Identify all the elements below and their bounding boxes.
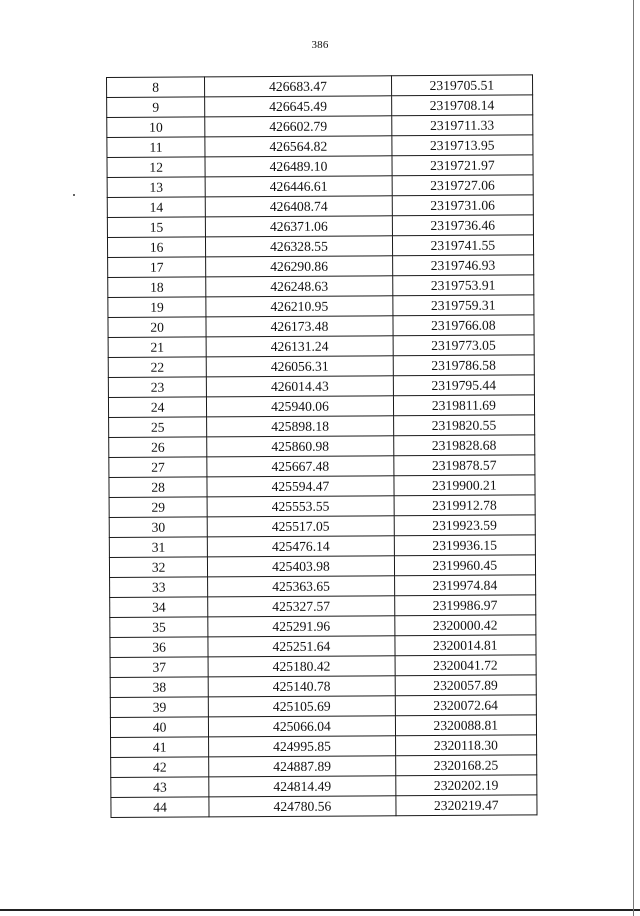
- y-coordinate-cell: 2319923.59: [394, 515, 535, 536]
- point-number-cell: 33: [110, 577, 208, 598]
- y-coordinate-cell: 2320118.30: [395, 735, 536, 756]
- x-coordinate-cell: 426210.95: [206, 296, 393, 317]
- x-coordinate-cell: 425291.96: [208, 616, 395, 637]
- y-coordinate-cell: 2319900.21: [394, 475, 535, 496]
- table-row: [108, 275, 534, 298]
- point-number-cell: 22: [108, 357, 206, 378]
- y-coordinate-cell: 2319795.44: [393, 375, 534, 396]
- table-row: [111, 775, 537, 798]
- coordinate-table: [106, 74, 538, 818]
- table-row: [107, 95, 533, 118]
- point-number-cell: 16: [107, 237, 205, 258]
- x-coordinate-cell: 426328.55: [206, 236, 393, 257]
- point-number-cell: 29: [109, 497, 207, 518]
- table-row: [109, 435, 535, 458]
- x-coordinate-cell: 426408.74: [205, 196, 392, 217]
- y-coordinate-cell: 2319753.91: [392, 275, 533, 296]
- y-coordinate-cell: 2319705.51: [391, 75, 532, 96]
- x-coordinate-cell: 425594.47: [207, 476, 394, 497]
- x-coordinate-cell: 426371.06: [206, 216, 393, 237]
- x-coordinate-cell: 425180.42: [208, 656, 395, 677]
- table-row: [109, 535, 535, 558]
- y-coordinate-cell: 2320000.42: [394, 615, 535, 636]
- x-coordinate-cell: 426248.63: [206, 276, 393, 297]
- point-number-cell: 37: [110, 657, 208, 678]
- x-coordinate-cell: 425940.06: [207, 396, 394, 417]
- y-coordinate-cell: 2319759.31: [392, 295, 533, 316]
- table-row: [108, 335, 534, 358]
- coordinate-table-body: [107, 75, 538, 818]
- y-coordinate-cell: 2320057.89: [395, 675, 536, 696]
- y-coordinate-cell: 2320014.81: [395, 635, 536, 656]
- point-number-cell: 15: [107, 217, 205, 238]
- y-coordinate-cell: 2319746.93: [392, 255, 533, 276]
- table-row: [110, 575, 536, 598]
- y-coordinate-cell: 2320088.81: [395, 715, 536, 736]
- table-row: [108, 295, 534, 318]
- table-row: [107, 215, 533, 238]
- point-number-cell: 30: [109, 517, 207, 538]
- point-number-cell: 32: [109, 557, 207, 578]
- x-coordinate-cell: 425140.78: [208, 676, 395, 697]
- point-number-cell: 8: [107, 77, 205, 98]
- scan-right-edge: [633, 0, 634, 916]
- y-coordinate-cell: 2319736.46: [392, 215, 533, 236]
- point-number-cell: 17: [108, 257, 206, 278]
- point-number-cell: 27: [109, 457, 207, 478]
- table-row: [111, 735, 537, 758]
- table-row: [111, 755, 537, 778]
- table-row: [110, 615, 536, 638]
- table-row: [110, 655, 536, 678]
- point-number-cell: 43: [111, 777, 209, 798]
- y-coordinate-cell: 2319731.06: [392, 195, 533, 216]
- x-coordinate-cell: 425898.18: [207, 416, 394, 437]
- x-coordinate-cell: 425667.48: [207, 456, 394, 477]
- y-coordinate-cell: 2319878.57: [393, 455, 534, 476]
- y-coordinate-cell: 2320202.19: [395, 775, 536, 796]
- x-coordinate-cell: 424814.49: [209, 776, 396, 797]
- x-coordinate-cell: 425553.55: [207, 496, 394, 517]
- table-row: [107, 235, 533, 258]
- table-row: [109, 555, 535, 578]
- page-number: 386: [311, 39, 329, 51]
- point-number-cell: 20: [108, 317, 206, 338]
- point-number-cell: 39: [110, 697, 208, 718]
- y-coordinate-cell: 2319711.33: [391, 115, 532, 136]
- table-row: [109, 455, 535, 478]
- point-number-cell: 41: [111, 737, 209, 758]
- table-row: [107, 115, 533, 138]
- table-row: [107, 155, 533, 178]
- x-coordinate-cell: 425251.64: [208, 636, 395, 657]
- y-coordinate-cell: 2319820.55: [393, 415, 534, 436]
- x-coordinate-cell: 426290.86: [206, 256, 393, 277]
- point-number-cell: 21: [108, 337, 206, 358]
- table-row: [107, 75, 533, 98]
- point-number-cell: 28: [109, 477, 207, 498]
- x-coordinate-cell: 426173.48: [206, 316, 393, 337]
- y-coordinate-cell: 2319721.97: [392, 155, 533, 176]
- x-coordinate-cell: 424995.85: [209, 736, 396, 757]
- table-row: [109, 495, 535, 518]
- point-number-cell: 25: [109, 417, 207, 438]
- x-coordinate-cell: 425476.14: [208, 536, 395, 557]
- x-coordinate-cell: 426645.49: [205, 96, 392, 117]
- y-coordinate-cell: 2319773.05: [393, 335, 534, 356]
- point-number-cell: 38: [110, 677, 208, 698]
- point-number-cell: 11: [107, 137, 205, 158]
- table-row: [108, 395, 534, 418]
- scan-speck: [73, 194, 75, 196]
- y-coordinate-cell: 2319960.45: [394, 555, 535, 576]
- y-coordinate-cell: 2319936.15: [394, 535, 535, 556]
- x-coordinate-cell: 425363.65: [208, 576, 395, 597]
- table-row: [110, 695, 536, 718]
- point-number-cell: 31: [109, 537, 207, 558]
- x-coordinate-cell: 426602.79: [205, 116, 392, 137]
- point-number-cell: 9: [107, 97, 205, 118]
- y-coordinate-cell: 2320072.64: [395, 695, 536, 716]
- table-row: [109, 415, 535, 438]
- point-number-cell: 34: [110, 597, 208, 618]
- x-coordinate-cell: 424780.56: [209, 796, 396, 817]
- table-row: [108, 355, 534, 378]
- x-coordinate-cell: 425860.98: [207, 436, 394, 457]
- y-coordinate-cell: 2319828.68: [393, 435, 534, 456]
- y-coordinate-cell: 2319713.95: [392, 135, 533, 156]
- x-coordinate-cell: 426131.24: [206, 336, 393, 357]
- point-number-cell: 26: [109, 437, 207, 458]
- point-number-cell: 36: [110, 637, 208, 658]
- y-coordinate-cell: 2319727.06: [392, 175, 533, 196]
- table-row: [107, 135, 533, 158]
- point-number-cell: 18: [108, 277, 206, 298]
- y-coordinate-cell: 2319986.97: [394, 595, 535, 616]
- x-coordinate-cell: 426564.82: [205, 136, 392, 157]
- table-row: [110, 715, 536, 738]
- x-coordinate-cell: 426489.10: [205, 156, 392, 177]
- x-coordinate-cell: 424887.89: [209, 756, 396, 777]
- point-number-cell: 40: [110, 717, 208, 738]
- y-coordinate-cell: 2319708.14: [391, 95, 532, 116]
- table-row: [110, 675, 536, 698]
- point-number-cell: 10: [107, 117, 205, 138]
- x-coordinate-cell: 425105.69: [209, 696, 396, 717]
- table-row: [107, 175, 533, 198]
- x-coordinate-cell: 426056.31: [206, 356, 393, 377]
- point-number-cell: 13: [107, 177, 205, 198]
- x-coordinate-cell: 426014.43: [207, 376, 394, 397]
- table-row: [107, 195, 533, 218]
- y-coordinate-cell: 2319766.08: [393, 315, 534, 336]
- y-coordinate-cell: 2319786.58: [393, 355, 534, 376]
- point-number-cell: 19: [108, 297, 206, 318]
- table-row: [108, 315, 534, 338]
- y-coordinate-cell: 2319974.84: [394, 575, 535, 596]
- point-number-cell: 35: [110, 617, 208, 638]
- y-coordinate-cell: 2319912.78: [394, 495, 535, 516]
- x-coordinate-cell: 426683.47: [205, 76, 392, 97]
- x-coordinate-cell: 425327.57: [208, 596, 395, 617]
- y-coordinate-cell: 2319741.55: [392, 235, 533, 256]
- x-coordinate-cell: 426446.61: [205, 176, 392, 197]
- table-row: [110, 635, 536, 658]
- y-coordinate-cell: 2320041.72: [395, 655, 536, 676]
- point-number-cell: 42: [111, 757, 209, 778]
- y-coordinate-cell: 2320219.47: [396, 795, 537, 816]
- point-number-cell: 23: [108, 377, 206, 398]
- scan-bottom-edge: [0, 909, 640, 911]
- table-row: [108, 375, 534, 398]
- x-coordinate-cell: 425066.04: [209, 716, 396, 737]
- x-coordinate-cell: 425517.05: [207, 516, 394, 537]
- y-coordinate-cell: 2319811.69: [393, 395, 534, 416]
- table-row: [109, 515, 535, 538]
- point-number-cell: 14: [107, 197, 205, 218]
- x-coordinate-cell: 425403.98: [208, 556, 395, 577]
- point-number-cell: 24: [108, 397, 206, 418]
- y-coordinate-cell: 2320168.25: [395, 755, 536, 776]
- point-number-cell: 44: [111, 797, 209, 818]
- table-row: [108, 255, 534, 278]
- table-row: [111, 795, 537, 818]
- table-row: [109, 475, 535, 498]
- table-row: [110, 595, 536, 618]
- point-number-cell: 12: [107, 157, 205, 178]
